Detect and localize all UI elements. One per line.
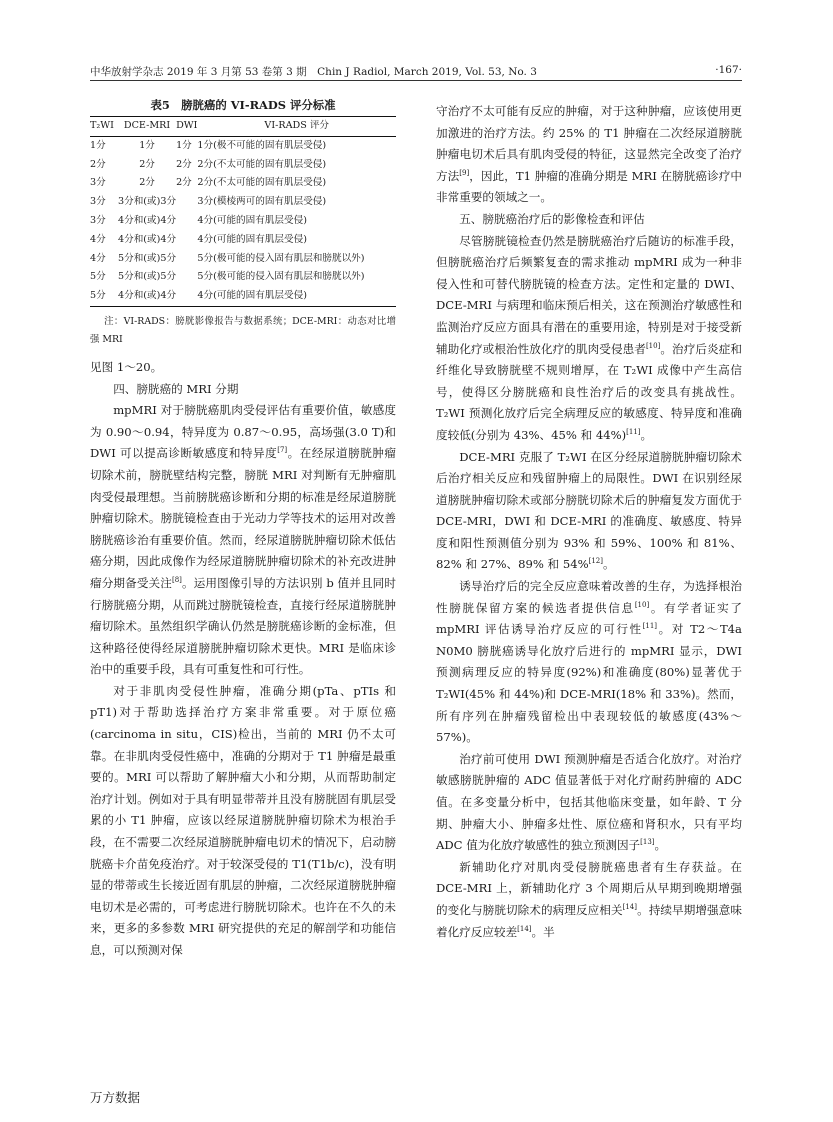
citation: [14] (517, 924, 532, 933)
table-cell: 4分和(或)4分 (118, 290, 177, 302)
table-cell: 2分(不太可能的固有肌层受侵) (197, 158, 327, 170)
table-cell: 5分 (90, 290, 106, 302)
table-row (90, 287, 396, 306)
table-cell (176, 193, 197, 212)
table-row (90, 136, 396, 155)
table-cell: 3分 (90, 214, 106, 226)
table-cell: 3分和(或)3分 (118, 196, 177, 208)
journal-citation: 中华放射学杂志 2019 年 3 月第 53 卷第 3 期 Chin J Radiol, March 2019, Vol. 53, No. 3 (90, 66, 537, 78)
table-row (90, 193, 396, 212)
left-column (90, 96, 396, 962)
table-cell (176, 231, 197, 250)
table-cell: 4分 (90, 252, 106, 264)
paragraph: mpMRI 对于膀胱癌肌肉受侵评估有重要价值，敏感度为 0.90～0.94，特异度为 0.87～0.95，高场强(3.0 T)和 DWI 可以提高诊断敏感度和特异度[7]。在经尿道膀胱肿瘤切除术前，膀胱壁结构完整，膀胱 MRI 对判断有无肿瘤肌肉受侵最理想。当前膀胱癌诊断和分期的标准是经尿道膀胱肿瘤切除术。膀胱镜检查由于光动力学等技术的运用对改善膀胱癌诊治有重要价值。然而，经尿道膀胱肿瘤切除术低估癌分期，因此成像作为经尿道膀胱肿瘤切除术的补充改进肿瘤分期备受关注[8]。运用图像引导的方法识别 b 值并且同时行膀胱癌分期，从而跳过膀胱镜检查，直接行经尿道膀胱肿瘤切除术。虽然组织学确认仍然是膀胱癌诊断的金标准，但这种路径使得经尿道膀胱肿瘤切除术更快。MRI 是临床诊治中的重要手段，具有可重复性和可行性。 (90, 403, 396, 677)
table-cell (176, 212, 197, 231)
table-cell: 3分(模棱两可的固有肌层受侵) (197, 196, 327, 208)
table-cell (176, 287, 197, 306)
right-column (436, 101, 742, 943)
table-row (90, 268, 396, 287)
table-cell: 5分 (90, 271, 106, 283)
table-cell: 4分(可能的固有肌层受侵) (197, 233, 307, 245)
table-header-row (90, 117, 396, 137)
table-cell: 2分 (176, 177, 192, 189)
page-number: ·167· (715, 64, 742, 76)
table-cell: 4分(可能的固有肌层受侵) (197, 214, 307, 226)
table-row (90, 231, 396, 250)
citation: [14] (622, 903, 637, 912)
table-cell: 1分 (139, 139, 155, 151)
paragraph: 治疗前可使用 DWI 预测肿瘤是否适合化放疗。对治疗敏感膀胱肿瘤的 ADC 值显著低于对化疗耐药肿瘤的 ADC 值。在多变量分析中，包括其他临床变量，如年龄、T 分期、肿瘤大小、肿瘤多灶性、原位癌和肾积水，只有平均 ADC 值为化放疗敏感性的独立预测因子[13]。 (436, 751, 742, 853)
table-row (90, 212, 396, 231)
citation: [8] (171, 576, 182, 585)
table-cell: 1分 (176, 139, 192, 151)
section-heading: 五、膀胱癌治疗后的影像检查和评估 (459, 211, 645, 226)
paragraph: 尽管膀胱镜检查仍然是膀胱癌治疗后随访的标准手段，但膀胱癌治疗后频繁复查的需求推动 mpMRI 成为一种非侵入性和可替代膀胱镜的检查方法。定性和定量的 DWI、DCE-MRI 与病理和临床预后相关，这在预测治疗敏感性和监测治疗反应方面具有潜在的重要用途，特别是对于接受新辅助化疗或根治性放化疗的肌肉受侵患者[10]。治疗后炎症和纤维化导致膀胱壁不规则增厚，在 T₂WI 成像中产生高信号，使得区分膀胱癌和良性治疗后的改变具有挑战性。T₂WI 预测化放疗后完全病理反应的敏感度、特异度和准确度较低(分别为 43%、45% 和 44%)[11]。 (436, 233, 742, 442)
column-header: DCE-MRI (123, 120, 171, 131)
table-row (90, 250, 396, 269)
column-header: T₂WI (90, 120, 114, 131)
watermark: 万方数据 (90, 1090, 141, 1105)
paragraph: DCE-MRI 克服了 T₂WI 在区分经尿道膀胱肿瘤切除术后治疗相关反应和残留肿瘤上的局限性。DWI 在识别经尿道膀胱肿瘤切除术或部分膀胱切除术后的肿瘤复发方面优于 DCE-MRI，DWI 和 DCE-MRI 的准确度、敏感度、特异度和阳性预测值分别为 93% 和 59%、100% 和 81%、82% 和 27%、89% 和 54%[12]。 (436, 449, 742, 572)
paragraph: 守治疗不太可能有反应的肿瘤，对于这种肿瘤，应该使用更加激进的治疗方法。约 25% 的 T1 肿瘤在二次经尿道膀胱肿瘤电切术后具有肌肉受侵的特征，这显然完全改变了治疗方法[9]，因此，T1 肿瘤的准确分期是 MRI 在膀胱癌诊疗中非常重要的领域之一。 (436, 104, 742, 205)
table-cell (176, 250, 197, 269)
column-header: DWI (176, 120, 198, 131)
table-cell: 4分和(或)4分 (118, 214, 177, 226)
table-row (90, 174, 396, 193)
table-cell: 1分 (90, 139, 106, 151)
citation: [10] (645, 341, 661, 350)
table-cell: 2分 (139, 158, 155, 170)
table-row (90, 156, 396, 175)
vi-rads-table (90, 116, 396, 307)
table-cell: 4分 (90, 233, 106, 245)
paragraph: 新辅助化疗对肌肉受侵膀胱癌患者有生存获益。在 DCE-MRI 上，新辅助化疗 3 个周期后从早期到晚期增强的变化与膀胱切除术的病理反应相关[14]。持续早期增强意味着化疗反应较差[14]。半 (436, 859, 742, 939)
citation: [11] (626, 428, 641, 437)
citation: [9] (459, 168, 470, 177)
table-cell: 5分和(或)5分 (118, 271, 177, 283)
paragraph: 诱导治疗后的完全反应意味着改善的生存，为选择根治性膀胱保留方案的候选者提供信息[10]。有学者证实了 mpMRI 评估诱导治疗反应的可行性[11]。对 T2～T4a N0M0 膀胱癌诱导化放疗后进行的 mpMRI 显示，DWI 预测病理反应的特异度(92%)和准确度(80%)显著优于 T₂WI(45% 和 44%)和 DCE-MRI(18% 和 33%)。然而，所有序列在肿瘤残留检出中表现较低的敏感度(43%～57%)。 (436, 579, 742, 745)
table-cell: 3分 (90, 177, 106, 189)
table-cell: 1分(极不可能的固有肌层受侵) (197, 139, 327, 151)
table-cell: 2分 (139, 177, 155, 189)
citation: [11] (642, 622, 658, 631)
table-cell (176, 268, 197, 287)
table-body (90, 136, 396, 306)
citation: [13] (640, 838, 655, 847)
table-cell: 5分(极可能的侵入固有肌层和膀胱以外) (197, 252, 365, 264)
table-cell: 4分(可能的固有肌层受侵) (197, 290, 307, 302)
citation: [10] (634, 600, 650, 609)
table-cell: 2分 (90, 158, 106, 170)
header-divider (90, 80, 742, 81)
table-cell: 2分 (176, 158, 192, 170)
citation: [7] (277, 446, 288, 455)
table-cell: 5分(极可能的侵入固有肌层和膀胱以外) (197, 271, 365, 283)
table-cell: 5分和(或)5分 (118, 252, 177, 264)
paragraph: 见图 1～20。 (90, 359, 163, 374)
table-cell: 2分(不太可能的固有肌层受侵) (197, 177, 327, 189)
table-cell: 4分和(或)4分 (118, 233, 177, 245)
table-note: 注：VI-RADS：膀胱影像报告与数据系统；DCE-MRI：动态对比增强 MRI (90, 315, 396, 345)
table-title: 表5 膀胱癌的 VI-RADS 评分标准 (150, 98, 336, 112)
section-heading: 四、膀胱癌的 MRI 分期 (113, 381, 239, 396)
paragraph: 对于非肌肉受侵性肿瘤，准确分期(pTa、pTIs 和 pT1)对于帮助选择治疗方案非常重要。对于原位癌(carcinoma in situ，CIS)检出，当前的 MRI 仍不太可靠。在非肌肉受侵性癌中，准确的分期对于 T1 肿瘤是最重要的。MRI 可以帮助了解肿瘤大小和分期，从而帮助制定治疗计划。例如对于具有明显带蒂并且没有膀胱固有肌层受累的小 T1 肿瘤，应该以经尿道膀胱肿瘤切除术为根治手段，在不需要二次经尿道膀胱肿瘤电切术的情况下，启动膀胱癌卡介苗免疫治疗。对于较深受侵的 T1(T1b/c)，没有明显的带蒂或生长接近固有肌层的肿瘤，二次经尿道膀胱肿瘤电切术是必需的，可考虑进行膀胱切除术。也许在不久的未来，更多的多参数 MRI 研究提供的充足的解剖学和功能信息，可以预测对保 (90, 683, 396, 957)
citation: [12] (588, 557, 603, 566)
column-header: VI-RADS 评分 (264, 120, 330, 131)
table-cell: 3分 (90, 196, 106, 208)
